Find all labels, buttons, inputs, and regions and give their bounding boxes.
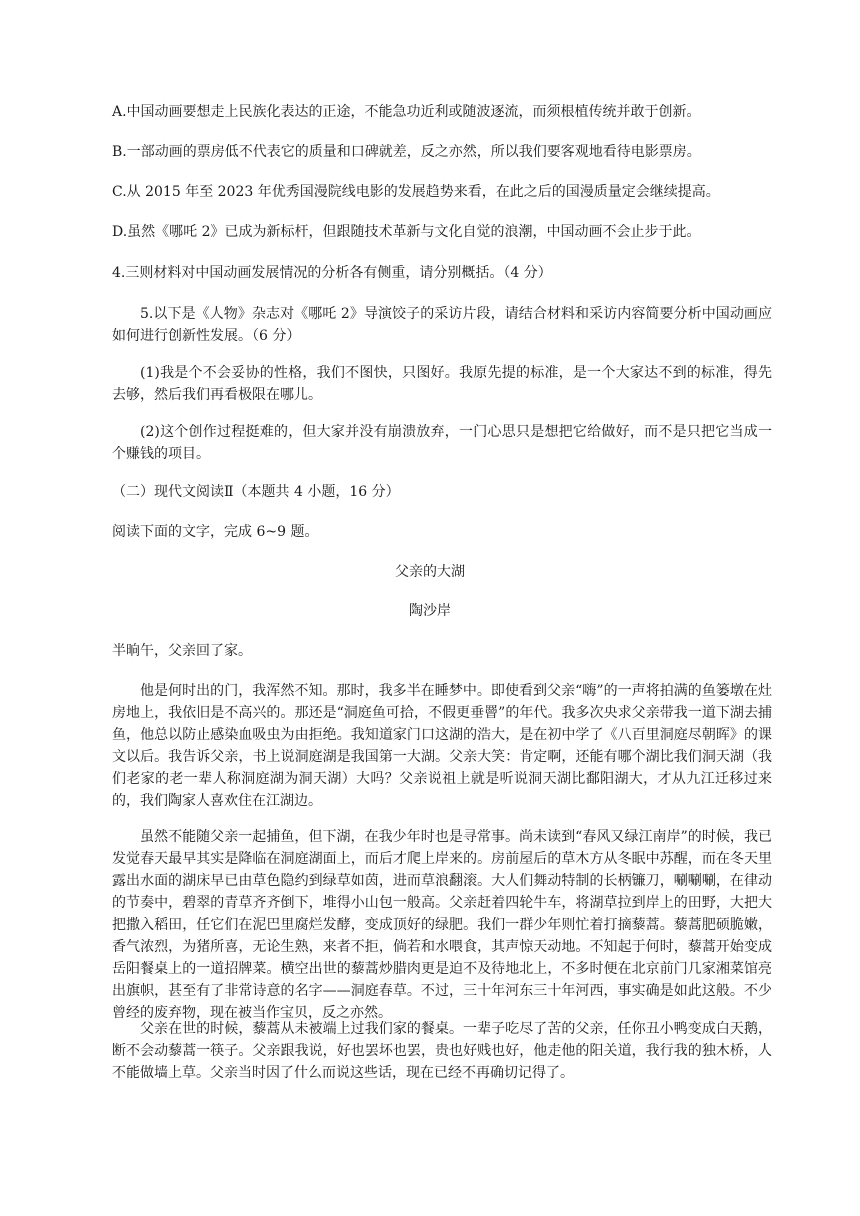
option-a: A.中国动画要想走上民族化表达的正途，不能急功近利或随波逐流，而须根植传统并敢于创新。 — [112, 104, 701, 120]
article-paragraph: 半晌午，父亲回了家。 — [112, 643, 252, 659]
article-author: 陶沙岸 — [409, 603, 451, 619]
article-paragraph: 他是何时出的门，我浑然不知。那时，我多半在睡梦中。即使看到父亲“嗨”的一声将拍满的鱼篓墩在灶房地上，我依旧是不高兴的。那还是“洞庭鱼可拾，不假更垂罾”的年代。我多次央求父亲带我一道下湖去捕鱼，他总以防止感染血吸虫为由拒绝。我知道家门口这湖的浩大，是在初中学了《八百里洞庭尽朝晖》的课文以后。我告诉父亲，书上说洞庭湖是我国第一大湖。父亲大笑：肯定啊，还能有哪个湖比我们洞天湖（我们老家的老一辈人称洞庭湖为洞天湖）大吗？父亲说祖上就是听说洞天湖比鄱阳湖大，才从九江迁移过来的，我们陶家人喜欢住在江湖边。 — [112, 683, 772, 809]
option-c: C.从 2015 年至 2023 年优秀国漫院线电影的发展趋势来看，在此之后的国漫质量定会继续提高。 — [112, 184, 720, 200]
option-b: B.一部动画的票房低不代表它的质量和口碑就差，反之亦然，所以我们要客观地看待电影票房。 — [112, 144, 701, 160]
question-4: 4.三则材料对中国动画发展情况的分析各有侧重，请分别概括。（4 分） — [112, 265, 552, 281]
option-d: D.虽然《哪吒 2》已成为新标杆，但跟随技术革新与文化自觉的浪潮，中国动画不会止步于此。 — [112, 224, 701, 240]
article-paragraph: 父亲在世的时候，藜蒿从未被端上过我们家的餐桌。一辈子吃尽了苦的父亲，任你丑小鸭变成白天鹅，断不会动藜蒿一筷子。父亲跟我说，好也罢坏也罢，贵也好贱也好，他走他的阳关道，我行我的独木桥，人不能做墙上草。父亲当时因了什么而说这些话，现在已经不再确切记得了。 — [112, 1021, 772, 1081]
reading-instruction: 阅读下面的文字，完成 6~9 题。 — [112, 524, 319, 540]
interview-item-2: (2)这个创作过程挺难的，但大家并没有崩溃放弃，一门心思只是想把它给做好，而不是只把它当成一个赚钱的项目。 — [112, 424, 772, 462]
section-heading: （二）现代文阅读Ⅱ（本题共 4 小题，16 分） — [112, 484, 400, 500]
question-5: 5.以下是《人物》杂志对《哪吒 2》导演饺子的采访片段，请结合材料和采访内容简要分析中国动画应如何进行创新性发展。（6 分） — [112, 306, 772, 344]
article-title: 父亲的大湖 — [395, 564, 465, 580]
interview-item-1: (1)我是个不会妥协的性格，我们不图快，只图好。我原先提的标准，是一个大家达不到的标准，得先去够，然后我们再看极限在哪儿。 — [112, 365, 772, 403]
article-paragraph: 虽然不能随父亲一起捕鱼，但下湖，在我少年时也是寻常事。尚未读到“春风又绿江南岸”的时候，我已发觉春天最早其实是降临在洞庭湖面上，而后才爬上岸来的。房前屋后的草木方从冬眠中苏醒，而在冬天里露出水面的湖床早已由草色隐约到绿草如茵，进而草浪翻滚。大人们舞动特制的长柄镰刀，唰唰唰，在律动的节奏中，碧翠的青草齐齐倒下，堆得小山包一般高。父亲赶着四轮牛车，将湖草拉到岸上的田野，大把大把撒入稻田，任它们在泥巴里腐烂发酵，变成顶好的绿肥。我们一群少年则忙着打摘藜蒿。藜蒿肥硕脆嫩，香气浓烈，为猪所喜，无论生熟，来者不拒，倘若和水喂食，其声惊天动地。不知起于何时，藜蒿开始变成岳阳餐桌上的一道招牌菜。横空出世的藜蒿炒腊肉更是迫不及待地北上，不多时便在北京前门几家湘菜馆亮出旗帜，甚至有了非常诗意的名字——洞庭春草。不过，三十年河东三十年河西，事实确是如此这般。不少曾经的废弃物，现在被当作宝贝，反之亦然。 — [112, 829, 772, 1021]
